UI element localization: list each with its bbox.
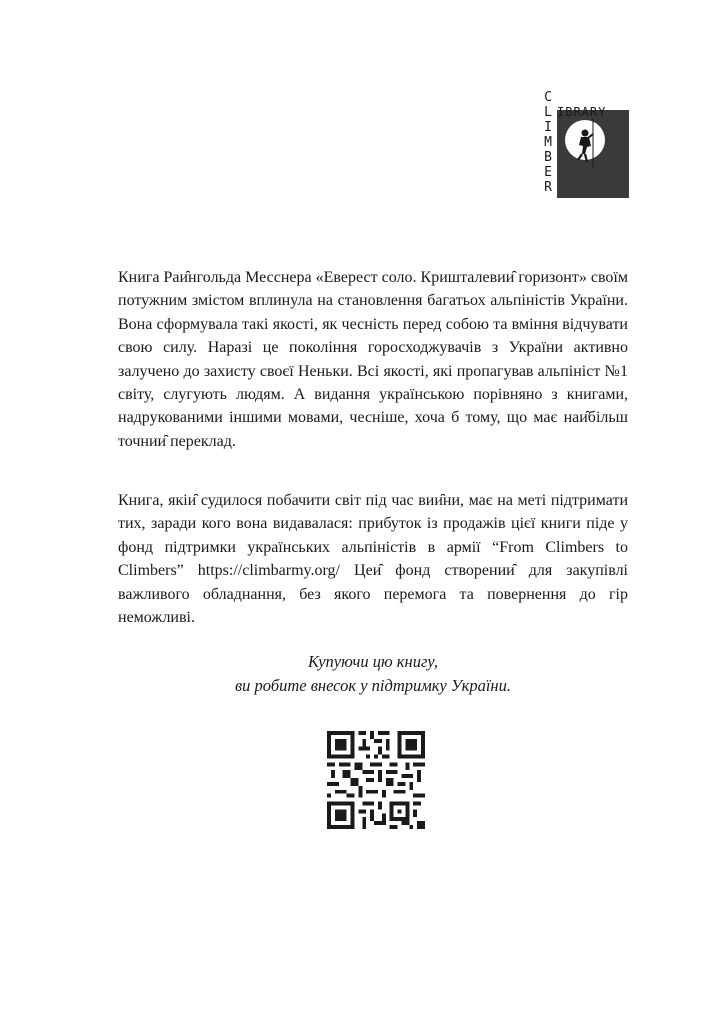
logo-library-text: IBRARY <box>557 105 607 119</box>
logo-letter-c: C <box>544 90 552 105</box>
paragraph-fund: Книга, якіи̑ судилося побачити світ під час вии̑ни, має на меті підтримати тих, заради кого вона видавалася: прибуток із продажів цієї книги піде у фонд підтримки українських альпіністів в армії “From Climbers to Climbers” https://climbarmy.org/ Цеи̑ фонд створении̑ для закупівлі важливого обладнання, без якого перемога та повернення до гір неможливі. <box>118 492 628 627</box>
climber-silhouette-icon <box>563 118 607 168</box>
logo-letter-l: L <box>544 105 552 120</box>
logo-letter-m: M <box>544 135 552 150</box>
closing-quote <box>118 650 628 698</box>
logo-letter-e: E <box>544 165 552 180</box>
logo-letter-b: B <box>544 150 552 165</box>
logo-letter-r: R <box>544 180 552 195</box>
climber-library-logo <box>540 88 632 198</box>
qr-code-icon <box>327 730 425 830</box>
logo-letter-i: I <box>544 120 552 135</box>
paragraph-intro: Книга Раи̑нгольда Месснера «Еверест соло. Кришталевии̑ горизонт» своїм потужним змістом вплинула на становлення багатьох альпіністів України. Вона сформувала такі якості, як чесність перед собою та вміння відчувати свою силу. Наразі це покоління горосходжувачів з України активно залучено до захисту своєї Неньки. Всі якості, які пропагував альпініст №1 світу, слугують людям. А видання українською порівняно з книгами, надрукованими іншими мовами, чесніше, хоча б тому, що має наи̑більш точнии̑ переклад. <box>118 269 628 450</box>
quote-line-2: ви робите внесок у підтримку України. <box>235 676 511 695</box>
quote-line-1: Купуючи цю книгу, <box>307 652 439 671</box>
